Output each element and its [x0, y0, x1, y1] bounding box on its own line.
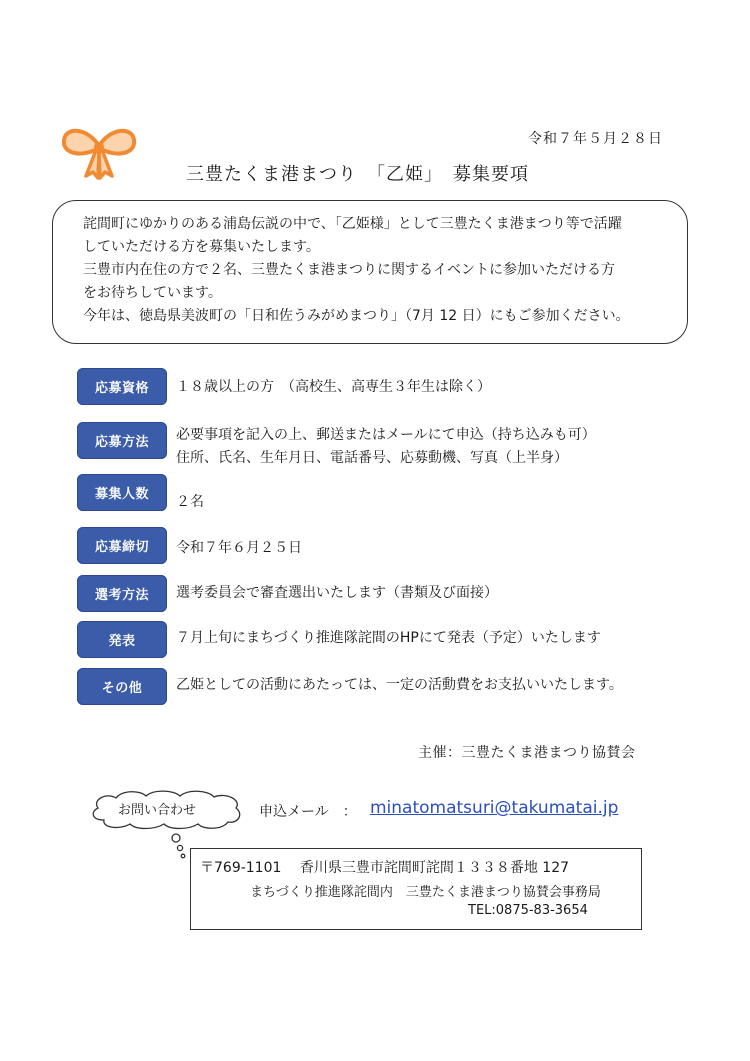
office-line: まちづくり推進隊詫間内 三豊たくま港まつり協賛会事務局: [250, 885, 601, 900]
row-line: ２名: [176, 494, 204, 510]
announcement-text: [176, 627, 601, 650]
intro-line: していただける方を募集いたします。: [83, 239, 320, 255]
row-line: 乙姫としての活動にあたっては、一定の活動費をお支払いいたします。: [176, 677, 623, 693]
intro-box: [52, 200, 688, 344]
intro-line: 今年は、徳島県美波町の「日和佐うみがめまつり」（7月 12 日）にもご参加ください。: [83, 308, 630, 324]
label-selection: 選考方法: [77, 575, 167, 612]
selection-text: [176, 582, 498, 605]
label-eligibility: 応募資格: [77, 368, 167, 405]
row-line: １８歳以上の方 （高校生、高専生３年生は除く）: [176, 379, 491, 395]
page-title: 三豊たくま港まつり 「乙姫」 募集要項: [186, 164, 529, 185]
eligibility-text: [176, 376, 491, 399]
ribbon-bow-icon: [60, 124, 138, 180]
label-announcement: 発表: [77, 621, 167, 658]
intro-line: 詫間町にゆかりのある浦島伝説の中で、「乙姫様」として三豊たくま港まつり等で活躍: [83, 216, 622, 232]
mail-label: 申込メール ：: [259, 804, 357, 820]
address-line: 〒769-1101 香川県三豊市詫間町詫間１３３８番地 127: [200, 860, 570, 876]
label-method: 応募方法: [77, 422, 167, 459]
method-text: [176, 424, 596, 470]
intro-line: 三豊市内在住の方で２名、三豊たくま港まつりに関するイベントに参加いただける方: [83, 262, 615, 278]
other-text: [176, 674, 623, 697]
organizer: 主催：三豊たくま港まつり協賛会: [418, 745, 636, 761]
row-line: 令和７年６月２５日: [176, 540, 302, 556]
contact-bubble-text: お問い合わせ: [118, 803, 197, 818]
row-line: 住所、氏名、生年月日、電話番号、応募動機、写真（上半身）: [176, 450, 568, 466]
label-deadline: 応募締切: [77, 527, 167, 564]
email-link[interactable]: minatomatsuri@takumatai.jp: [370, 798, 619, 818]
row-line: 必要事項を記入の上、郵送またはメールにて申込（持ち込みも可）: [176, 427, 596, 443]
capacity-text: [176, 491, 204, 514]
phone-number: TEL:0875-83-3654: [468, 903, 588, 918]
row-line: 選考委員会で審査選出いたします（書類及び面接）: [176, 585, 498, 601]
issue-date: 令和７年５月２８日: [528, 131, 663, 147]
label-capacity: 募集人数: [77, 474, 167, 511]
intro-line: をお待ちしています。: [83, 285, 222, 301]
deadline-text: [176, 537, 302, 560]
label-other: その他: [77, 668, 167, 705]
row-line: ７月上旬にまちづくり推進隊詫間のHPにて発表（予定）いたします: [176, 630, 601, 646]
